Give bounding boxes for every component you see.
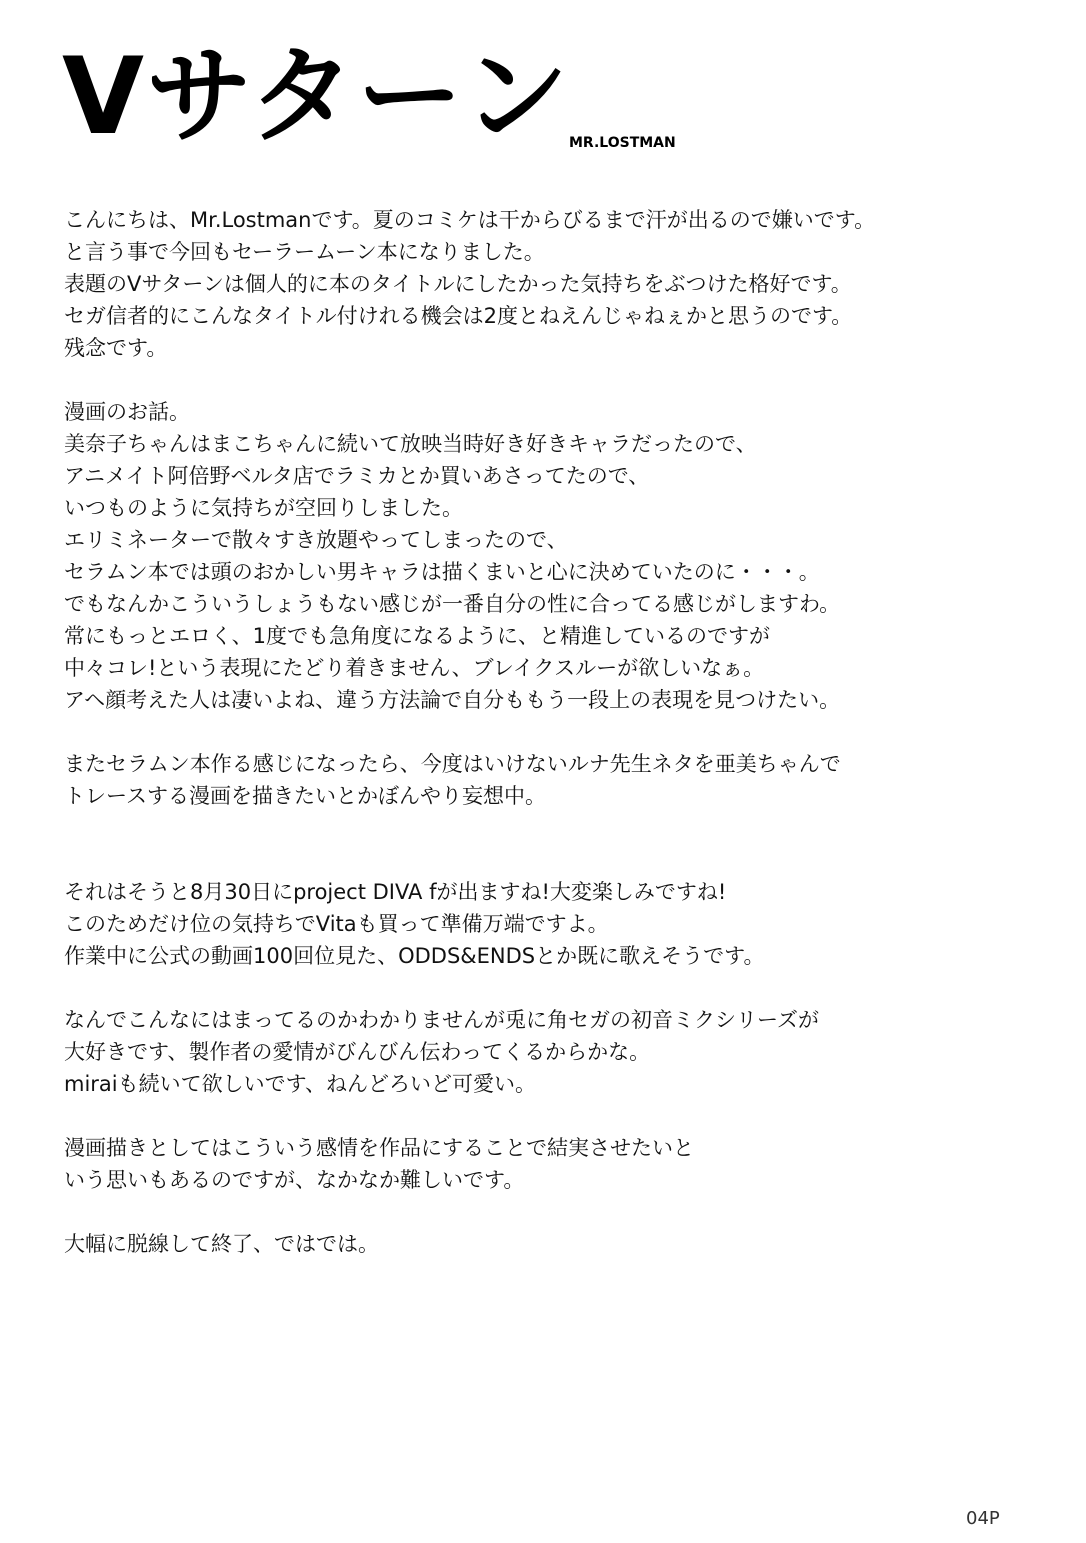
text-line: こんにちは、Mr.Lostmanです。夏のコミケは干からびるまで汗が出るので嫌いです。 [64,208,876,232]
paragraph-next-book [64,748,1024,812]
paragraph-spacer [64,812,1024,876]
text-line: 大幅に脱線して終了、ではでは。 [64,1232,379,1256]
text-line: セラムン本では頭のおかしい男キャラは描くまいと心に決めていたのに・・・。 [64,560,820,584]
paragraph-miku-series [64,1004,1024,1100]
text-line: セガ信者的にこんなタイトル付けれる機会は2度とねえんじゃねぇかと思うのです。 [64,304,853,328]
paragraph-spacer [64,1196,1024,1228]
text-line: 中々コレ!という表現にたどり着きません、ブレイクスルーが欲しいなぁ。 [64,656,765,680]
text-line: 常にもっとエロく、1度でも急角度になるように、と精進しているのですが [64,624,770,648]
paragraph-intro [64,204,1024,364]
text-line: アヘ顔考えた人は凄いよね、違う方法論で自分ももう一段上の表現を見つけたい。 [64,688,841,712]
paragraph-spacer [64,972,1024,1004]
page-number: 04P [966,1508,1000,1529]
paragraph-spacer [64,364,1024,396]
author-name: MR.LOSTMAN [569,135,676,151]
text-line: またセラムン本作る感じになったら、今度はいけないルナ先生ネタを亜美ちゃんで [64,752,841,776]
text-line: なんでこんなにはまってるのかわかりませんが兎に角セガの初音ミクシリーズが [64,1008,819,1032]
text-line: エリミネーターで散々すき放題やってしまったので、 [64,528,568,552]
text-line: それはそうと8月30日にproject DIVA fが出ますね!大変楽しみですね! [64,880,727,904]
page-title: Vサターン [62,35,571,158]
text-line: 大好きです、製作者の愛情がびんびん伝わってくるからかな。 [64,1040,651,1064]
paragraph-manga-artist [64,1132,1024,1196]
text-line: アニメイト阿倍野ベルタ店でラミカとか買いあさってたので、 [64,464,650,488]
text-line: 漫画のお話。 [64,400,190,424]
body-text [64,204,1024,1260]
paragraph-spacer [64,1100,1024,1132]
text-line: このためだけ位の気持ちでVitaも買って準備万端ですよ。 [64,912,609,936]
text-line: いつものように気持ちが空回りしました。 [64,496,463,520]
text-line: 漫画描きとしてはこういう感情を作品にすることで結実させたいと [64,1136,694,1160]
text-line: いう思いもあるのですが、なかなか難しいです。 [64,1168,525,1192]
paragraph-project-diva [64,876,1024,972]
paragraph-manga-story [64,396,1024,716]
text-line: 残念です。 [64,336,168,360]
text-line: トレースする漫画を描きたいとかぼんやり妄想中。 [64,784,546,808]
text-line: 美奈子ちゃんはまこちゃんに続いて放映当時好き好きキャラだったので、 [64,432,757,456]
text-line: でもなんかこういうしょうもない感じが一番自分の性に合ってる感じがしますわ。 [64,592,841,616]
text-line: 表題のVサターンは個人的に本のタイトルにしたかった気持ちをぶつけた格好です。 [64,272,852,296]
text-line: 作業中に公式の動画100回位見た、ODDS&ENDSとか既に歌えそうです。 [64,944,765,968]
text-line: と言う事で今回もセーラームーン本になりました。 [64,240,545,264]
text-line: miraiも続いて欲しいです、ねんどろいど可愛い。 [64,1072,536,1096]
paragraph-spacer [64,716,1024,748]
paragraph-closing [64,1228,1024,1260]
